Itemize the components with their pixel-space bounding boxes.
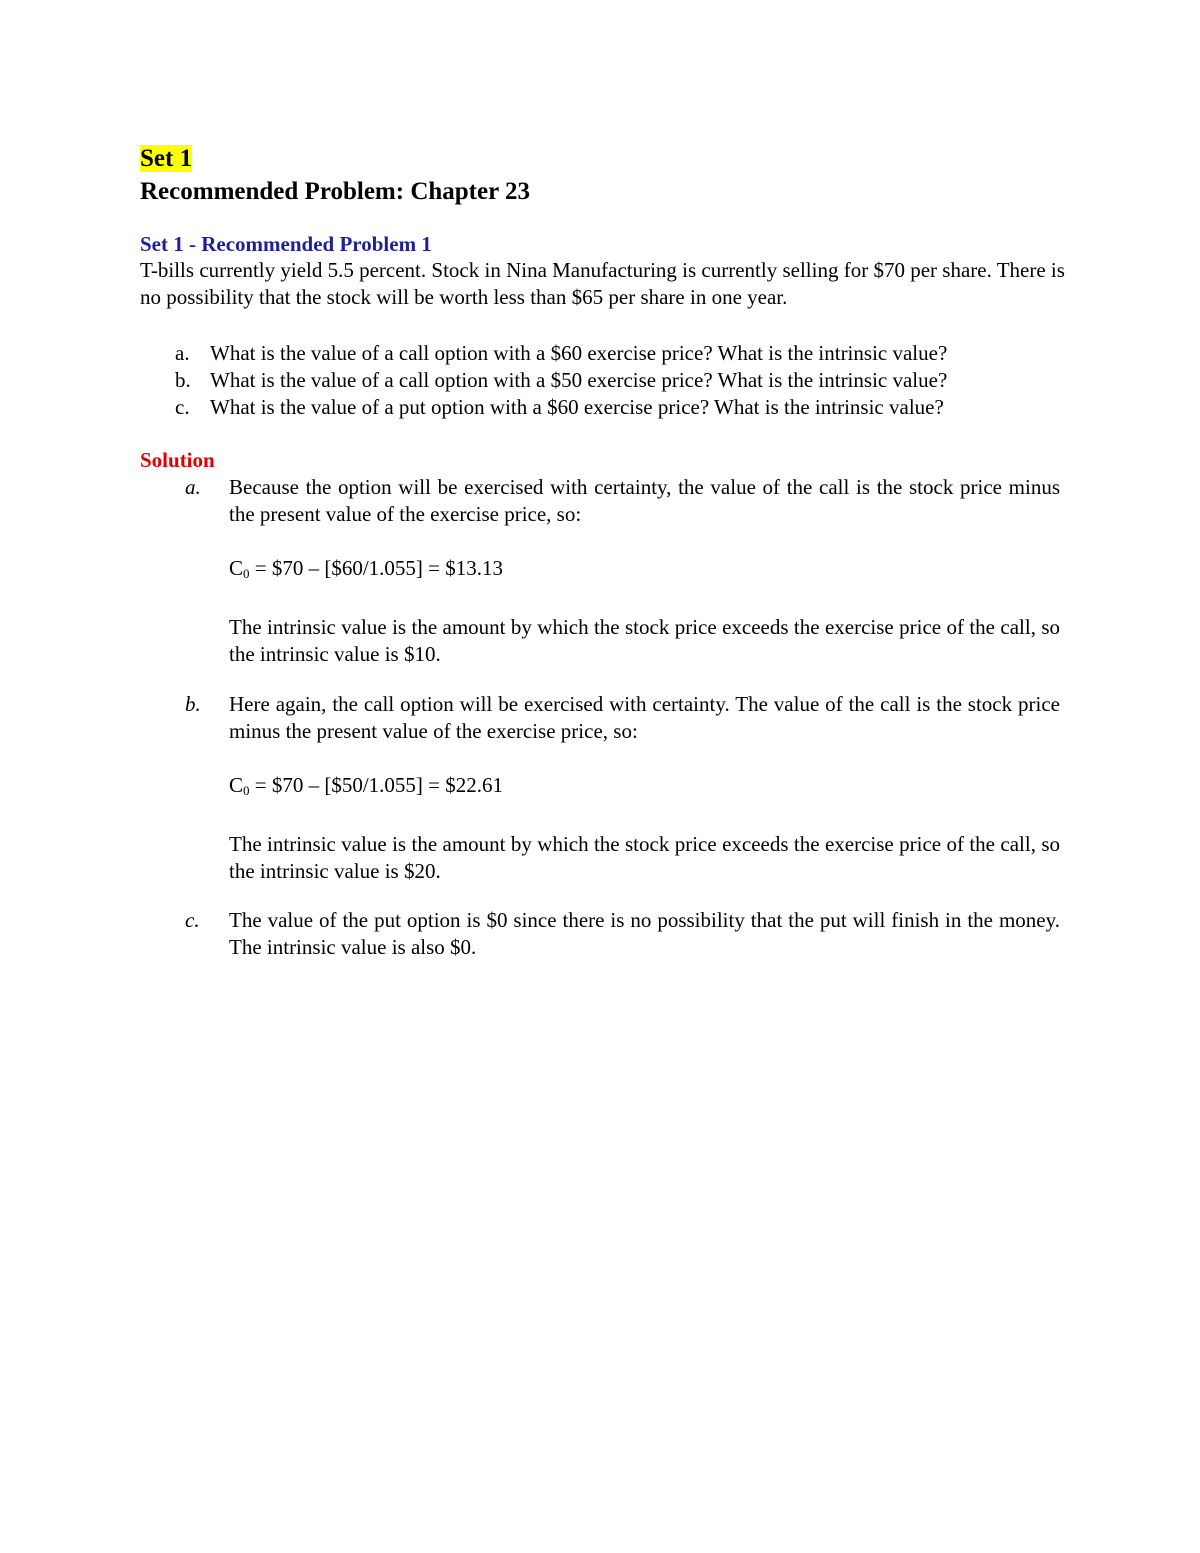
solution-part-b — [140, 691, 1060, 885]
solution-body — [229, 691, 1060, 885]
question-text: What is the value of a call option with a $60 exercise price? What is the intrinsic value? — [210, 341, 948, 365]
solution-explanation: Because the option will be exercised with certainty, the value of the call is the stock price minus the present value of the exercise price, so: — [229, 475, 1060, 526]
set-title — [140, 144, 192, 174]
solution-letter: a. — [185, 475, 201, 499]
solution-explanation: Here again, the call option will be exercised with certainty. The value of the call is the stock price minus the present value of the exercise price, so: — [229, 692, 1060, 743]
question-item — [140, 340, 1065, 367]
question-item — [140, 367, 1065, 394]
solution-label: Solution — [140, 448, 215, 472]
chapter-title: Recommended Problem: Chapter 23 — [140, 178, 530, 205]
solution-formula: $C_0$ = $70 – [$50/1.055] = $22.61 — [229, 773, 504, 798]
question-item — [140, 394, 1065, 421]
solution-letter: c. — [185, 908, 200, 932]
question-text: What is the value of a put option with a $60 exercise price? What is the intrinsic value? — [210, 395, 944, 419]
solution-body — [229, 907, 1060, 961]
solution-part-a — [140, 474, 1060, 668]
solution-formula: $C_0$ = $70 – [$60/1.055] = $13.13 — [229, 556, 504, 581]
problem-heading: Set 1 - Recommended Problem 1 — [140, 232, 432, 256]
question-letter: c. — [175, 395, 190, 419]
solution-letter: b. — [185, 692, 201, 716]
question-letter: b. — [175, 368, 191, 392]
set-label-highlight: Set 1 — [140, 145, 193, 172]
question-text: What is the value of a call option with a $50 exercise price? What is the intrinsic value? — [210, 368, 948, 392]
solution-body — [229, 474, 1060, 668]
solution-intrinsic: The intrinsic value is the amount by which the stock price exceeds the exercise price of the call, so the intrinsic value is $20. — [229, 832, 1060, 883]
question-list — [140, 340, 1065, 421]
problem-statement: T-bills currently yield 5.5 percent. Stock in Nina Manufacturing is currently selling for $70 per share. There is no possibility that the stock will be worth less than $65 per share in one year. — [140, 258, 1065, 309]
solution-part-c — [140, 907, 1060, 961]
question-letter: a. — [175, 341, 190, 365]
solution-intrinsic: The intrinsic value is the amount by which the stock price exceeds the exercise price of the call, so the intrinsic value is $10. — [229, 615, 1060, 666]
solution-explanation: The value of the put option is $0 since there is no possibility that the put will finish in the money. The intrinsic value is also $0. — [229, 908, 1060, 959]
